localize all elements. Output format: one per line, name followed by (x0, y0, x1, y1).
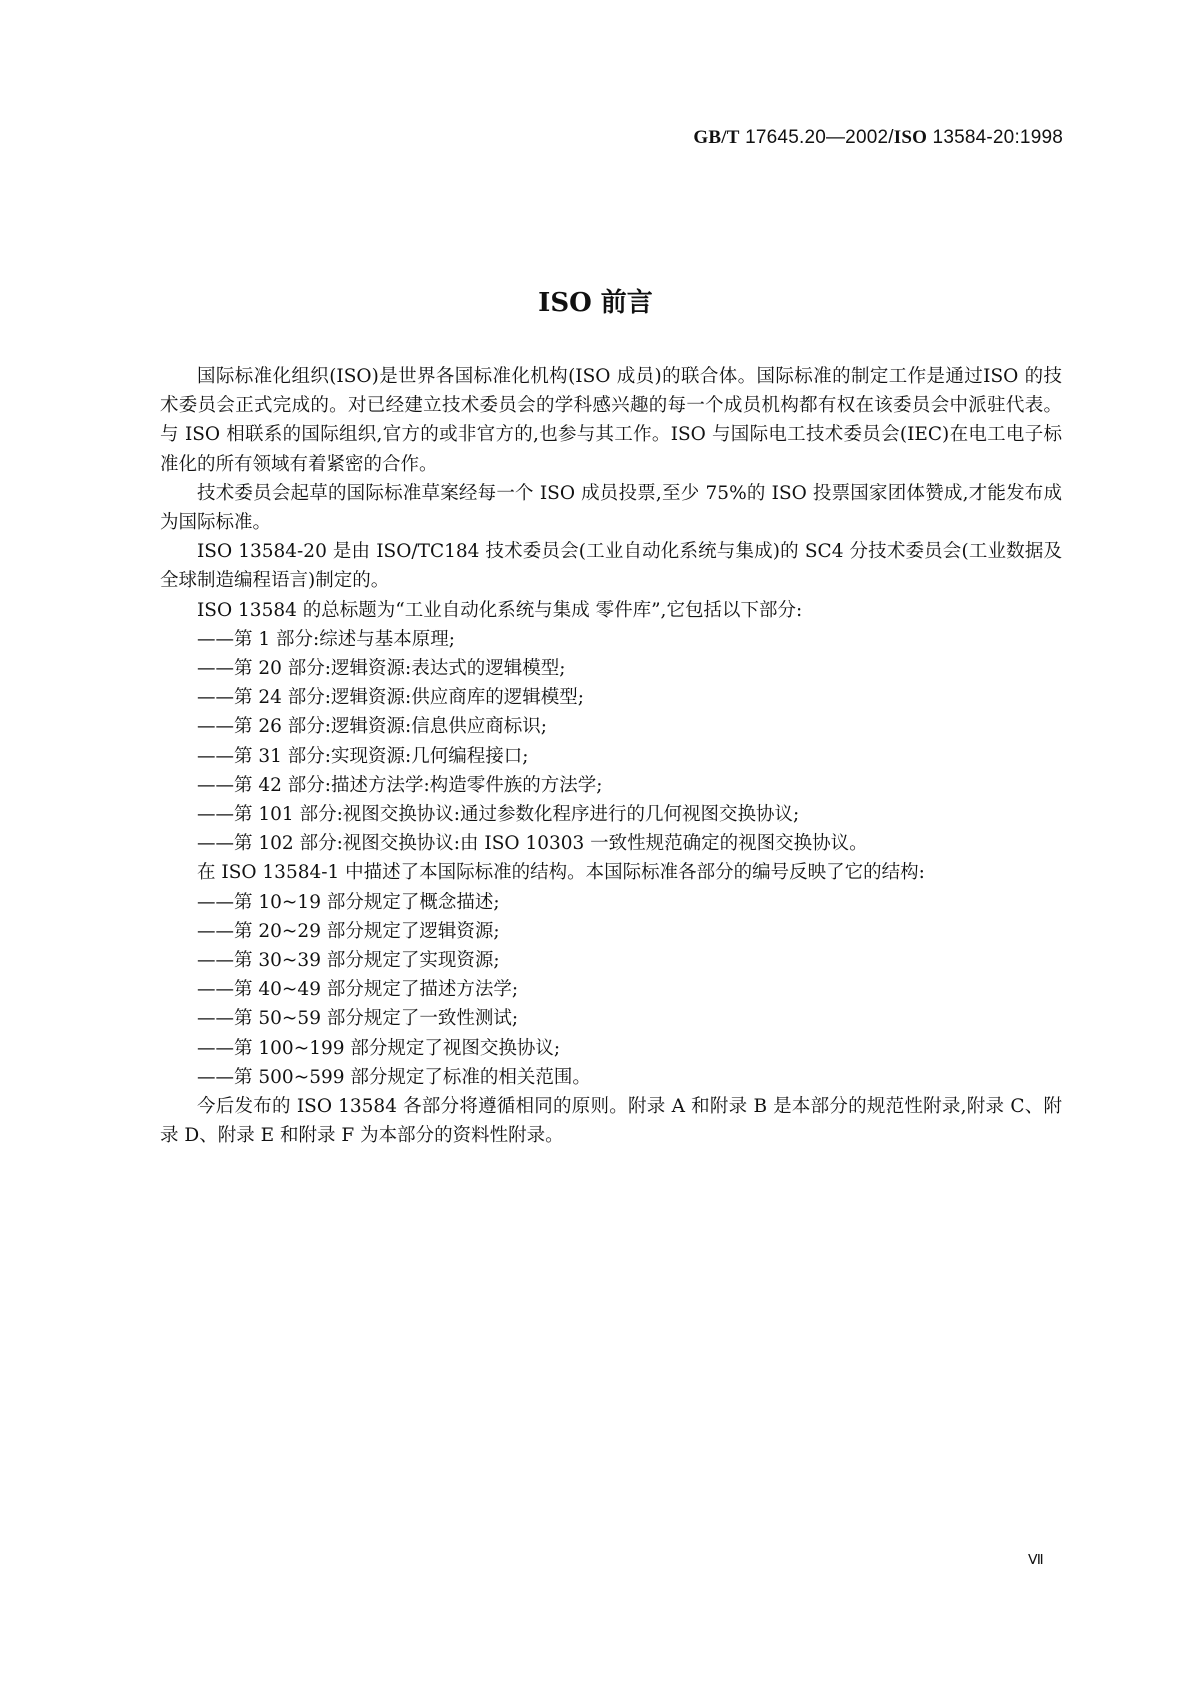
paragraph: ISO 13584-20 是由 ISO/TC184 技术委员会(工业自动化系统与集成)的 SC4 分技术委员会(工业数据及全球制造编程语言)制定的。 (160, 541, 1062, 592)
paragraph: ISO 13584 的总标题为“工业自动化系统与集成 零件库”,它包括以下部分: (197, 599, 803, 621)
list-item: ——第 42 部分:描述方法学:构造零件族的方法学; (197, 774, 603, 796)
page-title: ISO 前言 (538, 288, 653, 318)
list-item: ——第 20~29 部分规定了逻辑资源; (197, 920, 500, 942)
paragraph: 在 ISO 13584-1 中描述了本国际标准的结构。本国际标准各部分的编号反映了它的结构: (197, 862, 925, 884)
paragraph: 技术委员会起草的国际标准草案经每一个 ISO 成员投票,至少 75%的 ISO 投票国家团体赞成,才能发布成为国际标准。 (160, 482, 1062, 534)
list-item: ——第 50~59 部分规定了一致性测试; (197, 1008, 519, 1030)
list-item: ——第 500~599 部分规定了标准的相关范围。 (197, 1066, 591, 1088)
page-number: Ⅶ (1028, 1553, 1044, 1568)
list-item: ——第 26 部分:逻辑资源:信息供应商标识; (197, 716, 548, 738)
header-iso: ISO (893, 127, 928, 148)
list-item: ——第 40~49 部分规定了描述方法学; (197, 979, 519, 1001)
list-item: ——第 30~39 部分规定了实现资源; (197, 950, 500, 972)
paragraph: 国际标准化组织(ISO)是世界各国标准化机构(ISO 成员)的联合体。国际标准的制定工作是通过ISO 的技术委员会正式完成的。对已经建立技术委员会的学科感兴趣的每一个成员机构都有权在该委员会中派驻代表。与 ISO 相联系的国际组织,官方的或非官方的,也参与其工作。ISO 与国际电工技术委员会(IEC)在电工电子标准化的所有领域有着紧密的合作。 (160, 366, 1062, 475)
paragraph: 今后发布的 ISO 13584 各部分将遵循相同的原则。附录 A 和附录 B 是本部分的规范性附录,附录 C、附录 D、附录 E 和附录 F 为本部分的资料性附录。 (160, 1096, 1062, 1147)
list-item: ——第 100~199 部分规定了视图交换协议; (197, 1037, 561, 1059)
list-item: ——第 101 部分:视图交换协议:通过参数化程序进行的几何视图交换协议; (197, 804, 800, 826)
list-item: ——第 1 部分:综述与基本原理; (197, 628, 455, 650)
list-item: ——第 10~19 部分规定了概念描述; (197, 891, 500, 913)
list-item: ——第 24 部分:逻辑资源:供应商库的逻辑模型; (197, 687, 585, 709)
list-item: ——第 20 部分:逻辑资源:表达式的逻辑模型; (197, 658, 566, 680)
header-gb-number: 17645.20—2002/ (745, 127, 894, 148)
header-gb: GB/T (693, 127, 740, 148)
list-item: ——第 31 部分:实现资源:几何编程接口; (197, 745, 529, 767)
document-header (693, 127, 1063, 149)
list-item: ——第 102 部分:视图交换协议:由 ISO 10303 一致性规范确定的视图交换协议。 (197, 833, 868, 855)
foreword-body (160, 362, 1062, 1150)
header-iso-number: 13584-20:1998 (932, 127, 1063, 148)
